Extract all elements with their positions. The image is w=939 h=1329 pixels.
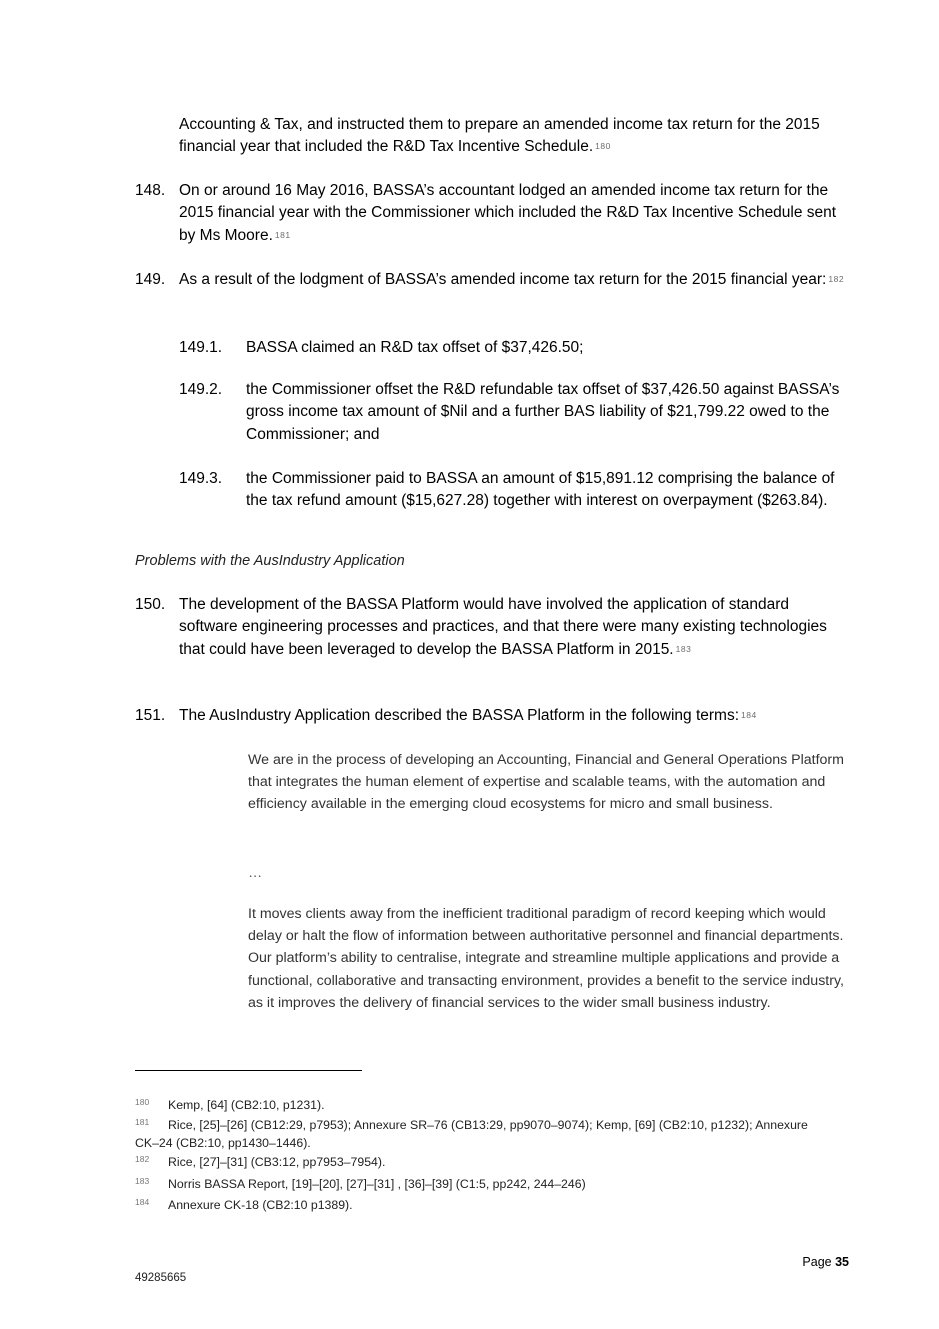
footnote-ref: 182 (828, 274, 845, 284)
paragraph-text: As a result of the lodgment of BASSA’s amended income tax return for the 2015 financial year: (179, 271, 827, 288)
footnote-180 (135, 1096, 835, 1114)
footnote-separator (135, 1070, 362, 1071)
footnote-text: Rice, [27]–[31] (CB3:12, pp7953–7954). (168, 1155, 386, 1169)
footnote-text: Rice, [25]–[26] (CB12:29, p7953); Annexure SR–76 (CB13:29, pp9070–9074); Kemp, [69] (CB2:10, p1232); Annexure CK–24 (CB2:10, pp1430–1446). (135, 1118, 808, 1150)
footnote-text: Norris BASSA Report, [19]–[20], [27]–[31] , [36]–[39] (C1:5, pp242, 244–246) (168, 1177, 586, 1191)
subparagraph-149-2 (179, 379, 844, 446)
footnote-number: 181 (135, 1117, 150, 1127)
footnote-text: Annexure CK-18 (CB2:10 p1389). (168, 1198, 353, 1212)
subparagraph-number: 149.1. (179, 339, 223, 356)
subparagraph-149-1 (179, 337, 844, 359)
footnote-ref: 181 (274, 229, 291, 240)
footnote-number: 183 (135, 1176, 150, 1186)
footnote-184 (135, 1196, 835, 1214)
footnote-number: 180 (135, 1097, 150, 1107)
subparagraph-number: 149.2. (179, 381, 223, 398)
subparagraph-text: BASSA claimed an R&D tax offset of $37,426.50; (246, 339, 584, 356)
continuation-paragraph (179, 114, 844, 159)
footnote-number: 182 (135, 1154, 150, 1164)
subparagraph-number: 149.3. (179, 470, 223, 487)
page-label: Page (802, 1255, 832, 1269)
footnote-181 (135, 1116, 835, 1152)
footnote-ref: 183 (675, 643, 692, 654)
paragraph-number: 150. (135, 596, 166, 613)
subparagraph-text: the Commissioner paid to BASSA an amount of $15,891.12 comprising the balance of the tax refund amount ($15,627.28) together with interest on overpayment ($263.84). (246, 470, 835, 510)
page-number-value: 35 (835, 1255, 849, 1269)
paragraph-150 (135, 594, 845, 661)
paragraph-number: 149. (135, 271, 166, 288)
document-id: 49285665 (135, 1272, 187, 1284)
paragraph-text: The AusIndustry Application described the BASSA Platform in the following terms: (179, 707, 740, 724)
footnote-182 (135, 1153, 835, 1171)
paragraph-149 (135, 269, 845, 291)
footnote-ref: 184 (741, 710, 757, 720)
footnote-text: Kemp, [64] (CB2:10, p1231). (168, 1098, 325, 1112)
block-quote-paragraph-2: It moves clients away from the inefficient traditional paradigm of record keeping which would delay or halt the flow of information between authoritative personnel and financial departments. Our platform’s ability to centralise, integrate and streamline multiple applications and provide a functional, collaborative and transacting environment, provides a benefit to the service industry, as it improves the delivery of financial services to the wider small business industry. (248, 906, 844, 1011)
paragraph-148 (135, 180, 845, 247)
paragraph-text: On or around 16 May 2016, BASSA’s accountant lodged an amended income tax return for the 2015 financial year with the Commissioner which included the R&D Tax Incentive Schedule sent by Ms Moore. (179, 182, 837, 244)
subparagraph-text: the Commissioner offset the R&D refundable tax offset of $37,426.50 against BASSA’s gross income tax amount of $Nil and a further BAS liability of $21,799.22 owed to the Commissioner; and (246, 381, 840, 443)
block-quote-ellipsis: … (248, 865, 263, 881)
page-number (802, 1254, 849, 1270)
subparagraph-149-3 (179, 468, 844, 513)
paragraph-text: Accounting & Tax, and instructed them to prepare an amended income tax return for the 2015 financial year that included the R&D Tax Incentive Schedule. (179, 116, 820, 156)
footnote-ref: 180 (595, 141, 611, 152)
footnote-number: 184 (135, 1197, 150, 1207)
paragraph-text: The development of the BASSA Platform would have involved the application of standard software engineering processes and practices, and that there were many existing technologies that could have been leveraged to develop the BASSA Platform in 2015. (179, 596, 827, 658)
block-quote-paragraph-1: We are in the process of developing an Accounting, Financial and General Operations Platform that integrates the human element of expertise and scalable teams, with the automation and efficiency available in the emerging cloud ecosystems for micro and small business. (248, 752, 844, 813)
paragraph-151 (135, 705, 845, 727)
section-heading: Problems with the AusIndustry Application (135, 553, 405, 569)
paragraph-number: 148. (135, 182, 166, 199)
footnote-183 (135, 1175, 835, 1193)
paragraph-number: 151. (135, 707, 166, 724)
